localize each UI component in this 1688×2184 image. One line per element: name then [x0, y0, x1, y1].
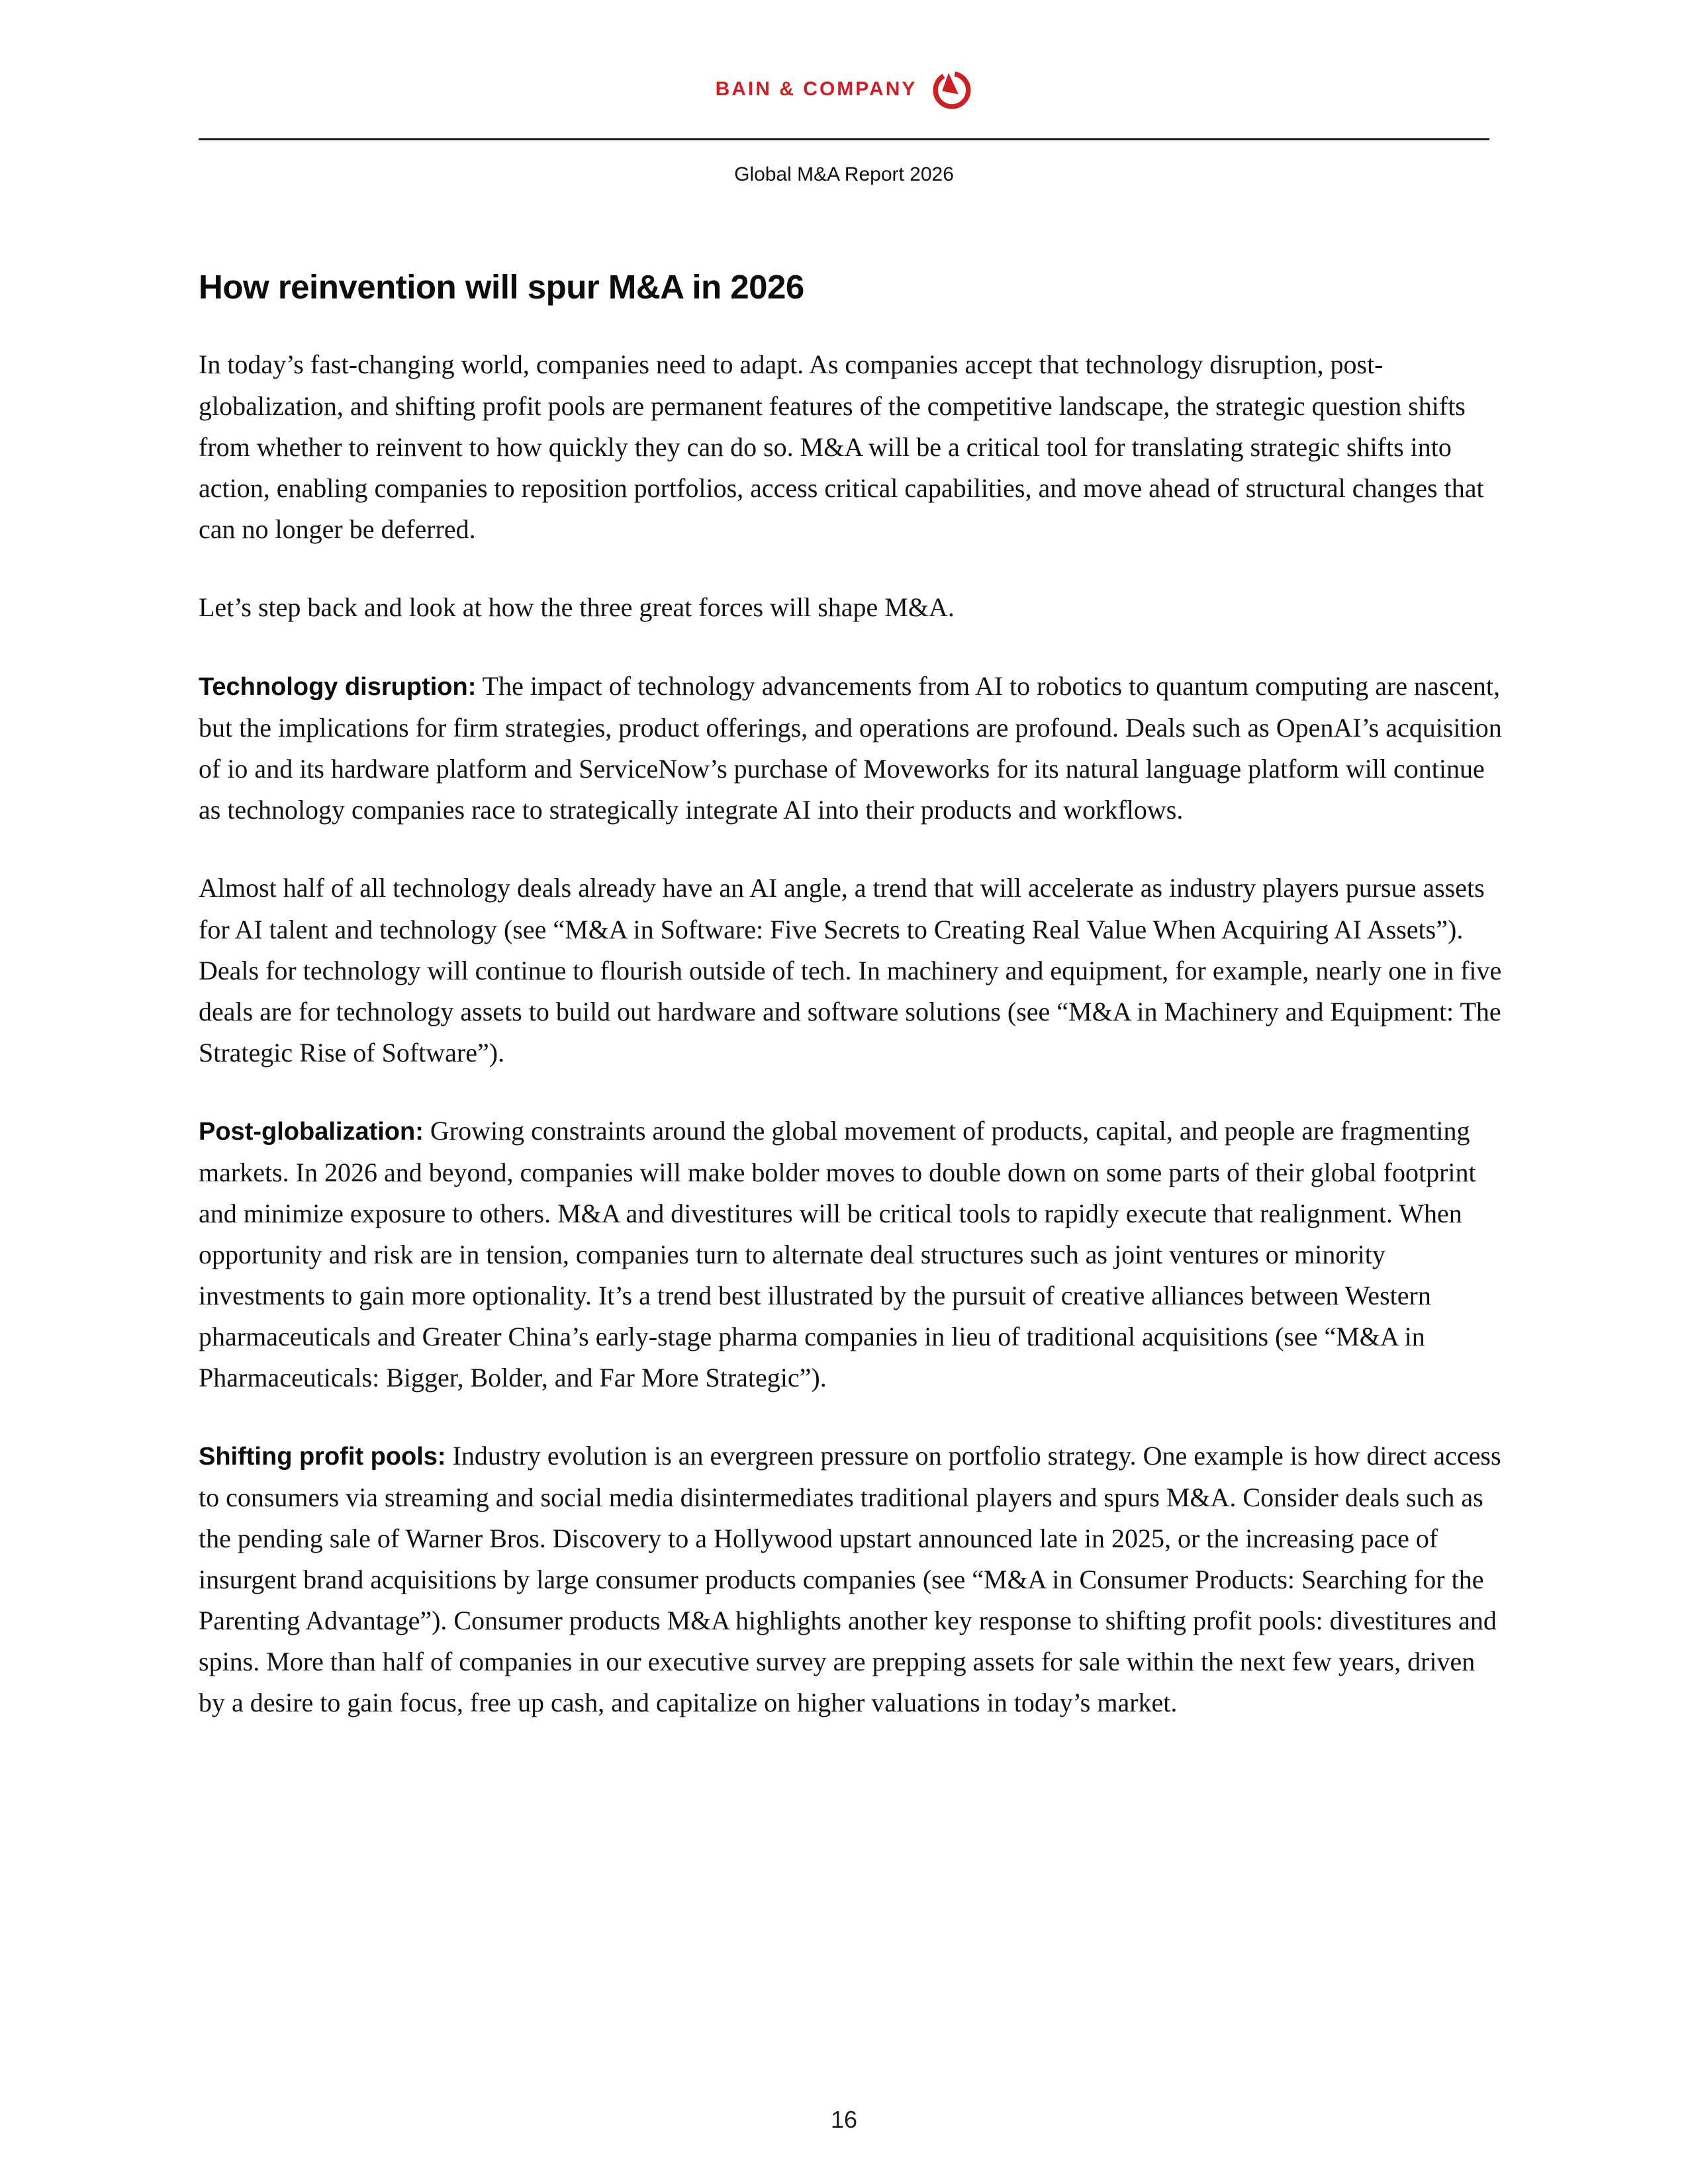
bain-compass-icon: [931, 69, 972, 110]
article-title: How reinvention will spur M&A in 2026: [199, 268, 804, 306]
page-number: 16: [830, 2106, 858, 2133]
paragraph-step-back: [199, 587, 1508, 629]
page-footer: [0, 2106, 1688, 2134]
paragraph-text: Growing constraints around the global movement of products, capital, and people are fragmenting markets. In 2026 and beyond, companies will make bolder moves to double down on some parts of their global footprint and minimize exposure to others. M&A and divestitures will be critical tools to rapidly execute that realignment. When opportunity and risk are in tension, companies turn to alternate deal structures such as joint ventures or minority investments to gain more optionality. It’s a trend best illustrated by the pursuit of creative alliances between Western pharmaceuticals and Greater China’s early-stage pharma companies in lieu of traditional acquisitions (see “M&A in Pharmaceuticals: Bigger, Bolder, and Far More Strategic”).: [199, 1116, 1476, 1392]
masthead: [0, 69, 1688, 110]
paragraph-lead: Post-globalization:: [199, 1118, 424, 1146]
paragraph-post-globalization: [199, 1111, 1508, 1398]
bain-logo: [716, 69, 973, 110]
paragraph-text: The impact of technology advancements from AI to robotics to quantum computing are nascent, but the implications for firm strategies, product offerings, and operations are profound. Deals such as OpenAI’s acquisition of io and its hardware platform and ServiceNow’s purchase of Moveworks for its natural language platform will continue as technology companies race to strategically integrate AI into their products and workflows.: [199, 671, 1502, 825]
report-title: Global M&A Report 2026: [734, 163, 954, 185]
paragraph-lead: Shifting profit pools:: [199, 1443, 446, 1471]
paragraph-text: Let’s step back and look at how the three great forces will shape M&A.: [199, 592, 955, 622]
paragraph-technology-disruption: [199, 666, 1508, 831]
article: [199, 267, 1508, 1760]
paragraph-shifting-profit-pools: [199, 1435, 1508, 1723]
paragraph-intro: [199, 344, 1508, 550]
bain-logo-text: BAIN & COMPANY: [715, 78, 917, 100]
paragraph-text: In today’s fast-changing world, companies need to adapt. As companies accept that technology disruption, post-globalization, and shifting profit pools are permanent features of the competitive landscape, the strategic question shifts from whether to reinvent to how quickly they can do so. M&A will be a critical tool for translating strategic shifts into action, enabling companies to reposition portfolios, access critical capabilities, and move ahead of structural changes that can no longer be deferred.: [199, 349, 1484, 544]
paragraph-text: Industry evolution is an evergreen pressure on portfolio strategy. One example is how direct access to consumers via streaming and social media disintermediates traditional players and spurs M&A. Consider deals such as the pending sale of Warner Bros. Discovery to a Hollywood upstart announced late in 2025, or the increasing pace of insurgent brand acquisitions by large consumer products companies (see “M&A in Consumer Products: Searching for the Parenting Advantage”). Consumer products M&A highlights another key response to shifting profit pools: divestitures and spins. More than half of companies in our executive survey are prepping assets for sale within the next few years, driven by a desire to gain focus, free up cash, and capitalize on higher valuations in today’s market.: [199, 1441, 1501, 1717]
paragraph-text: Almost half of all technology deals already have an AI angle, a trend that will accelerate as industry players pursue assets for AI talent and technology (see “M&A in Software: Five Secrets to Creating Real Value When Acquiring AI Assets”). Deals for technology will continue to flourish outside of tech. In machinery and equipment, for example, nearly one in five deals are for technology assets to build out hardware and software solutions (see “M&A in Machinery and Equipment: The Strategic Rise of Software”).: [199, 873, 1502, 1068]
header-divider: [199, 138, 1489, 140]
paragraph-lead: Technology disruption:: [199, 673, 477, 701]
paragraph-ai-deals: [199, 868, 1508, 1073]
